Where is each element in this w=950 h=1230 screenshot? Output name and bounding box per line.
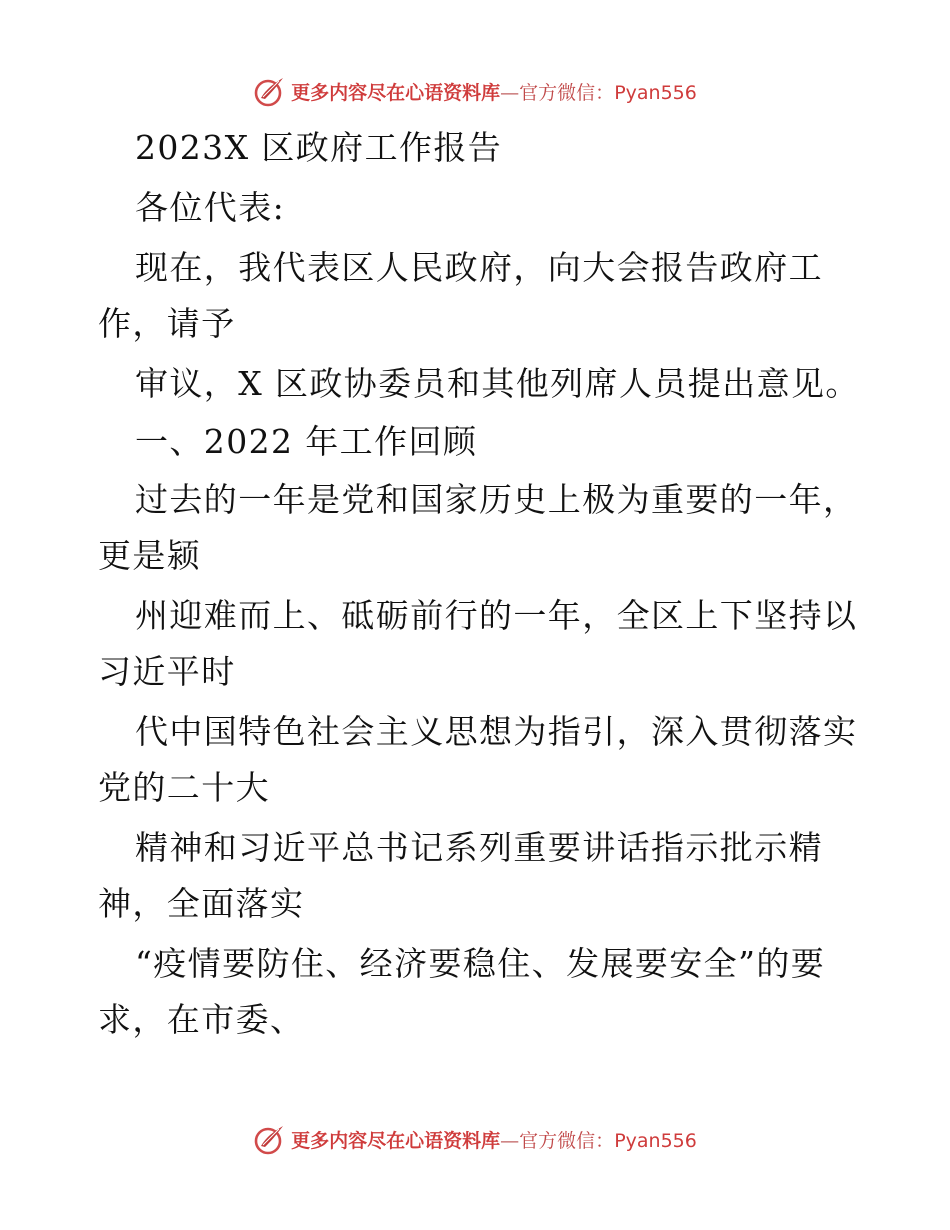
quill-logo-icon <box>253 1122 287 1156</box>
paragraph-line: 求，在市委、 <box>98 1000 305 1039</box>
paragraph-line: 过去的一年是党和国家历史上极为重要的一年， <box>135 480 858 519</box>
paragraph-line: 作，请予 <box>98 304 236 343</box>
watermark-main-text: 更多内容尽在心语资料库 <box>291 1129 501 1152</box>
paragraph-line: 代中国特色社会主义思想为指引，深入贯彻落实 <box>135 712 858 751</box>
watermark-wechat-label: 官方微信： <box>519 1129 615 1152</box>
quill-logo-icon <box>253 74 287 108</box>
paragraph-line: 神，全面落实 <box>98 884 305 923</box>
watermark-wechat-id: Pyan556 <box>614 1129 697 1152</box>
watermark-wechat-id: Pyan556 <box>614 81 697 104</box>
paragraph-line: 审议，X 区政协委员和其他列席人员提出意见。 <box>135 364 860 403</box>
paragraph-line: 现在，我代表区人民政府，向大会报告政府工 <box>135 248 823 287</box>
paragraph-line: 党的二十大 <box>98 768 270 807</box>
paragraph-line: 习近平时 <box>98 652 236 691</box>
paragraph-line: 州迎难而上、砥砺前行的一年，全区上下坚持以 <box>135 596 858 635</box>
watermark-dash: — <box>500 81 520 104</box>
section-heading: 一、2022 年工作回顾 <box>135 422 478 461</box>
paragraph-line: “疫情要防住、经济要稳住、发展要安全”的要 <box>135 944 826 983</box>
watermark-main-text: 更多内容尽在心语资料库 <box>291 81 501 104</box>
watermark-dash: — <box>500 1129 520 1152</box>
paragraph-line: 更是颍 <box>98 536 202 575</box>
watermark-wechat-label: 官方微信： <box>519 81 615 104</box>
salutation: 各位代表: <box>135 188 286 227</box>
document-title: 2023X 区政府工作报告 <box>135 128 503 167</box>
paragraph-line: 精神和习近平总书记系列重要讲话指示批示精 <box>135 828 823 867</box>
header-watermark <box>0 71 950 111</box>
footer-watermark <box>0 1119 950 1159</box>
